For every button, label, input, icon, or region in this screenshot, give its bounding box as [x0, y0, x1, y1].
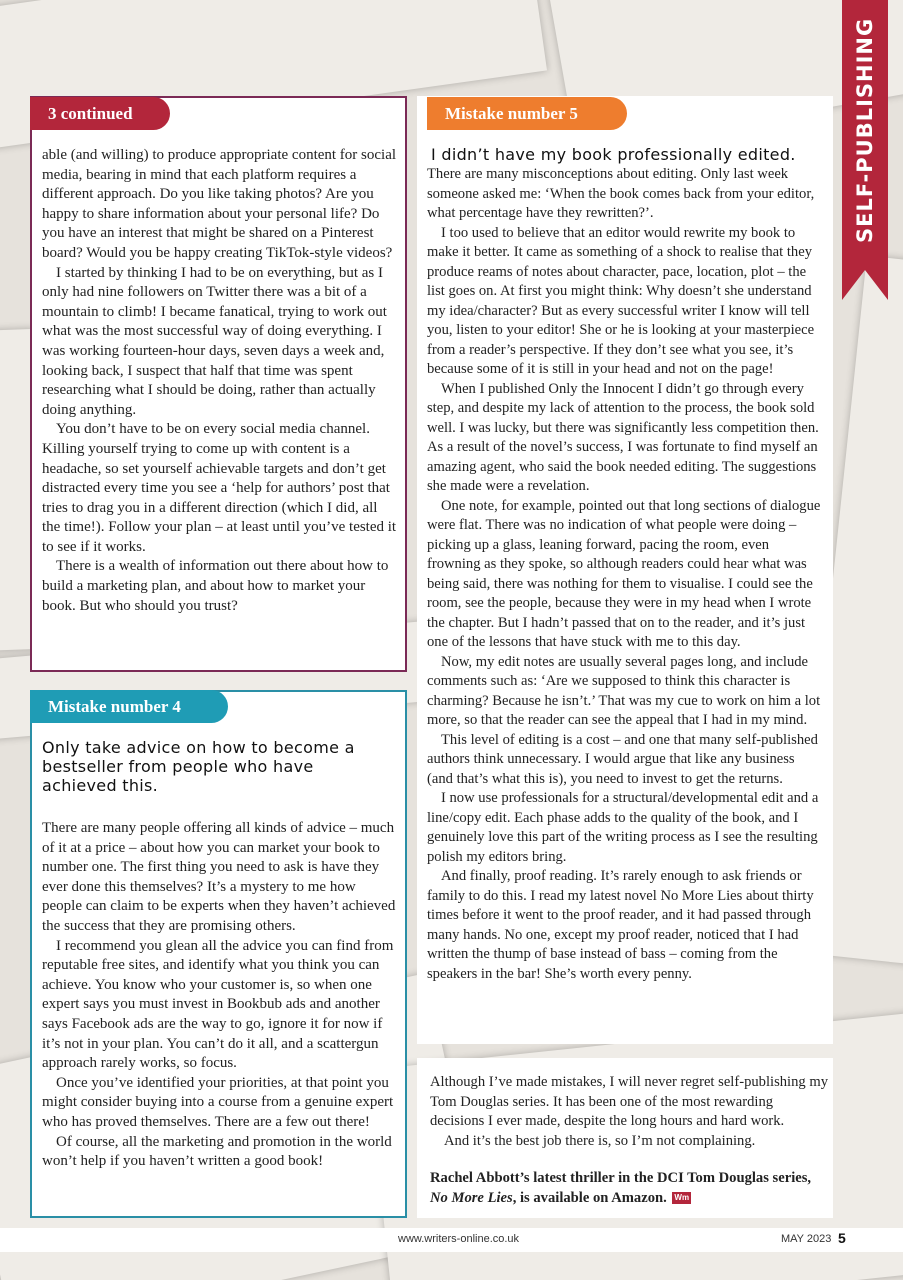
mistake4-heading: Only take advice on how to become a bestseller from people who have achieved this. [42, 738, 355, 795]
byline-text: Rachel Abbott’s latest thriller in the DCI Tom Douglas series, [430, 1170, 812, 1186]
author-byline [430, 1169, 828, 1208]
paragraph: able (and willing) to produce appropriate content for social media, bearing in mind that each platform requires a different approach. Do you like taking photos? Are you happy to share information about your personal life? Do you have an interest that might be shared on a Pinterest board? Would you be happy creating TikTok-style videos? [42, 147, 397, 261]
mistake5-heading: I didn’t have my book professionally edited. [431, 145, 796, 164]
conclusion-body [430, 1073, 828, 1208]
footer-url: www.writers-online.co.uk [398, 1233, 520, 1245]
paragraph: And finally, proof reading. It’s rarely enough to ask friends or family to do this. I read my latest novel No More Lies about thirty times before it went to the proof reader, and it had passed through many hands. No one, except my proof reader, noticed that I had written the thump of base instead of bass – coming from the speakers in the bar! She’s worth every penny. [427, 868, 814, 982]
page-number: 5 [838, 1230, 846, 1246]
section-banner-label: SELF-PUBLISHING [853, 17, 877, 243]
paragraph: There is a wealth of information out there about how to build a marketing plan, and about how to market your book. But who should you trust? [42, 558, 389, 614]
footer-issue-date: MAY 2023 [781, 1233, 832, 1245]
paragraph: Now, my edit notes are usually several pages long, and include comments such as: ‘Are we supposed to think this character is charming? Because he isn’t.’ That was my cue to work on him a lot more, so that the reader can see the appeal that I had in my mind. [427, 653, 821, 728]
paragraph: There are many people offering all kinds of advice – much of it at a price – about how you can market your book to number one. The first thing you need to ask is have they ever done this themselves? It’s a mystery to me how people can claim to be experts when they haven’t achieved the success that they are promising others. [42, 820, 396, 934]
paragraph: I started by thinking I had to be on everything, but as I only had nine followers on Twitter there was a bit of a mountain to climb! I became fanatical, trying to work out what was the most successful way of doing everything. I was working fourteen-hour days, seven days a week and, looking back, I suspect that half that time was spent researching what I should be doing, rather than actually doing anything. [42, 264, 387, 418]
paragraph: I recommend you glean all the advice you can find from reputable free sites, and identify what you think you can achieve. You know who your customer is, so when one expert says you must invest in Bookbub ads and another says Facebook ads are the way to go, ignore it for now if it’s not in your plan. You can’t do it all, and a scattergun approach rarely works, so focus. [42, 937, 394, 1072]
paragraph: And it’s the best job there is, so I’m not complaining. [444, 1132, 756, 1149]
mistake4-tab: Mistake number 4 [30, 690, 228, 723]
continued-body [42, 146, 398, 616]
paragraph: Although I’ve made mistakes, I will never regret self-publishing my Tom Douglas series. It has been one of the most rewarding decisions I ever made, despite the long hours and hard work. [430, 1074, 828, 1129]
magazine-logo-icon: Wm [674, 1193, 690, 1203]
book-title: No More Lies [430, 1189, 513, 1206]
byline-text: , is available on Amazon. [512, 1189, 667, 1206]
paragraph: This level of editing is a cost – and one that many self-published authors think unnecessary. I would argue that like any business (and that’s what this is), you need to invest to get the returns. [427, 731, 818, 787]
mistake5-tab: Mistake number 5 [427, 97, 627, 130]
paragraph: I too used to believe that an editor would rewrite my book to make it better. It came as something of a shock to realise that they produce reams of notes about character, pace, location, plot – the list goes on. At first you might think: Why doesn’t she understand my idea/character? But as every successful writer I know will tell you, listen to your editor! She or he is looking at your masterpiece from a reader’s perspective. If they don’t see what you see, it’s because some of it is still in your head and not on the page! [427, 224, 815, 377]
paragraph: You don’t have to be on every social media channel. Killing yourself trying to come up with content is a headache, so set yourself achievable targets and don’t get distracted every time you see a ‘help for authors’ post that tries to drag you in a different direction (which I did, all the time!). Follow your plan – at least until you’ve tested it to see if it works. [42, 421, 397, 555]
mistake5-body [427, 165, 824, 984]
mistake4-body [42, 819, 398, 1172]
paragraph: There are many misconceptions about editing. Only last week someone asked me: ‘When the book comes back from your editor, what percentage have they rewritten?’. [427, 166, 815, 221]
paragraph: Once you’ve identified your priorities, at that point you might consider buying into a course from a genuine expert who has proved themselves. There are a few out there! [42, 1074, 394, 1130]
continued-tab: 3 continued [30, 97, 170, 130]
paragraph: One note, for example, pointed out that long sections of dialogue were flat. There was no indication of what people were doing – picking up a glass, leaning forward, pacing the room, even frowning as they spoke, so although readers could hear what was being said, there was nothing for them to visualise. I could see the room, see the people, because they were in my head when I wrote the chapter. But I hadn’t passed that on to the reader, and it’s just one of the lessons that have stuck with me to this day. [427, 497, 821, 650]
paragraph: Of course, all the marketing and promotion in the world won’t help if you haven’t written a good book! [42, 1133, 392, 1170]
paragraph: When I published Only the Innocent I didn’t go through every step, and despite my lack of attention to the process, the book sold well. I was lucky, but there was significantly less competition then. As a result of the novel’s success, I was fortunate to find myself an amazing agent, who said the book needed editing. The suggestions she made were a revelation. [427, 380, 819, 494]
paragraph: I now use professionals for a structural/developmental edit and a line/copy edit. Each phase adds to the quality of the book, and I genuinely love this part of the writing process as I see the resulting polish my editors bring. [427, 790, 819, 865]
